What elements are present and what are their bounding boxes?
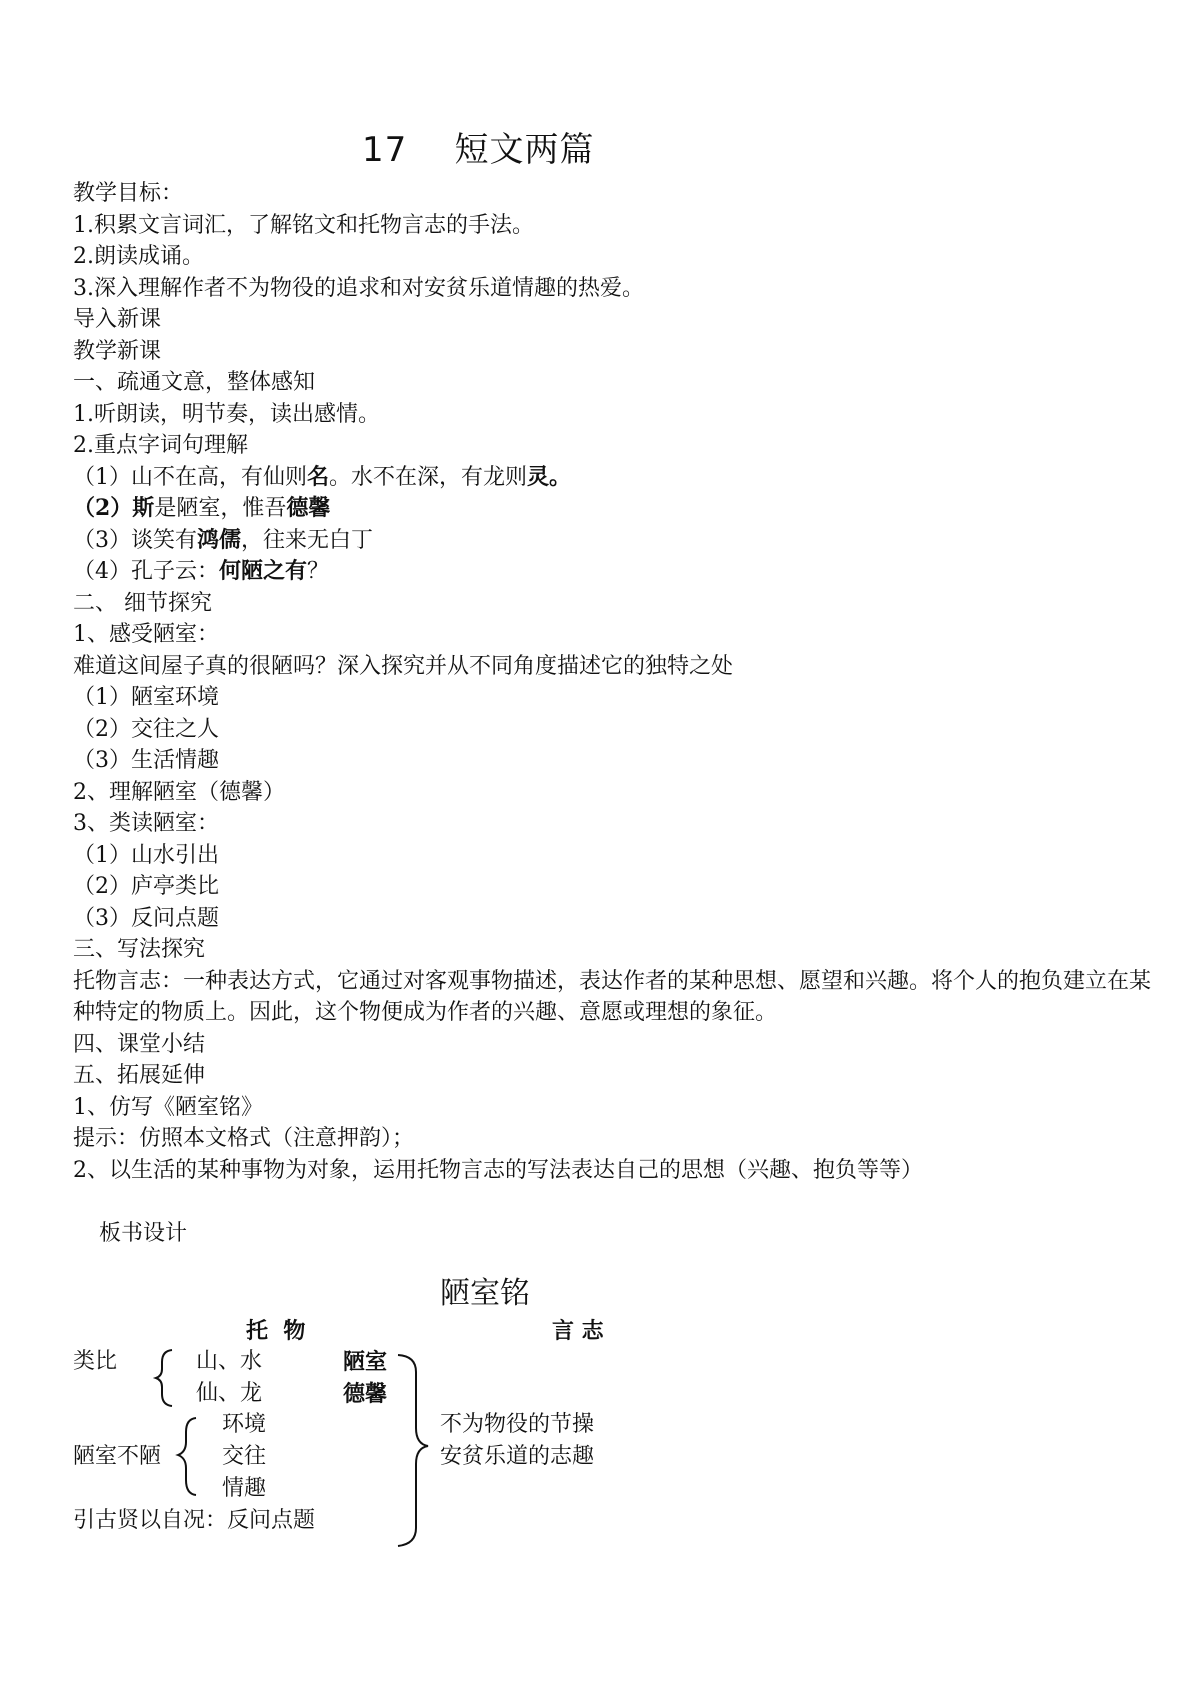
phrase-text: （4）孔子云： <box>73 559 219 584</box>
text-line: 四、课堂小结 <box>73 1031 206 1057</box>
board-xianlong: 仙、龙 <box>196 1381 263 1406</box>
page-title: 17 短文两篇 <box>362 130 595 170</box>
text-line: （2）庐亭类比 <box>73 874 219 899</box>
board-title: 陋室铭 <box>440 1276 530 1311</box>
text-line: 2、理解陋室（德馨） <box>73 779 285 805</box>
text-line: 2.重点字词句理解 <box>73 433 248 458</box>
right-brace-icon <box>398 1355 428 1546</box>
text-line: （3）生活情趣 <box>73 748 219 773</box>
text-line: （3）反问点题 <box>73 905 219 931</box>
phrase-text: ，往来无白丁 <box>241 527 374 553</box>
text-line: 1、仿写《陋室铭》 <box>73 1094 263 1120</box>
phrase-text: 是陋室，惟吾 <box>154 496 287 521</box>
text-line: 教学新课 <box>73 338 162 364</box>
board-yingu: 引古贤以自况：反问点题 <box>73 1508 316 1533</box>
text-line: 2.朗读成诵。 <box>73 244 204 269</box>
text-line: 难道这间屋子真的很陋吗？深入探究并从不同角度描述它的独特之处 <box>73 653 734 679</box>
text-line: 提示：仿照本文格式（注意押韵）； <box>73 1126 415 1151</box>
phrase-text: （1）山不在高，有仙则 <box>73 464 307 490</box>
text-line: 三、写法探究 <box>73 937 206 962</box>
phrase-text: 。水不在深，有龙则 <box>329 464 528 490</box>
board-shanshui: 山、水 <box>196 1349 263 1374</box>
text-line: 教学目标： <box>73 181 184 206</box>
text-line: 3、类读陋室： <box>73 811 219 836</box>
text-line: 1、感受陋室： <box>73 622 219 647</box>
text-line: （1）山水引出 <box>73 842 219 868</box>
phrase-keyword: 鸿儒 <box>197 526 242 553</box>
board-qingqu: 情趣 <box>222 1476 267 1501</box>
text-line: 1.积累文言词汇，了解铭文和托物言志的手法。 <box>73 212 534 238</box>
phrase-text: （3）谈笑有 <box>73 527 197 553</box>
left-brace-icon <box>156 1350 172 1406</box>
board-leibi: 类比 <box>73 1349 118 1374</box>
text-line: 导入新课 <box>73 307 162 332</box>
phrase-text: ？ <box>307 559 330 584</box>
phrase-keyword: （2）斯 <box>73 495 155 521</box>
board-loushi: 陋室 <box>343 1349 388 1375</box>
text-line: 一、疏通文意，整体感知 <box>73 370 316 395</box>
phrase-keyword: 何陋之有 <box>219 558 308 584</box>
board-dexin: 德馨 <box>343 1381 388 1407</box>
phrase-keyword: 名 <box>307 463 330 490</box>
text-line: （1）陋室环境 <box>73 685 219 710</box>
text-line: 五、拓展延伸 <box>73 1063 206 1088</box>
phrase-keyword: 灵。 <box>527 463 572 490</box>
board-label: 板书设计 <box>99 1221 188 1246</box>
text-line: 2、以生活的某种事物为对象，运用托物言志的写法表达自己的思想（兴趣、抱负等等） <box>73 1157 923 1183</box>
text-line: 1.听朗读，明节奏，读出感情。 <box>73 401 380 427</box>
left-brace-icon <box>178 1418 196 1495</box>
board-yanzhi: 言 志 <box>552 1318 604 1344</box>
text-line: 二、 细节探究 <box>73 590 212 616</box>
phrase-keyword: 德馨 <box>286 495 331 521</box>
board-tuowu: 托 物 <box>246 1318 306 1344</box>
text-line: 3.深入理解作者不为物役的追求和对安贫乐道情趣的热爱。 <box>73 275 644 301</box>
board-loushibulou: 陋室不陋 <box>73 1444 162 1469</box>
board-zhi1: 不为物役的节操 <box>440 1412 595 1437</box>
board-huanjing: 环境 <box>222 1412 267 1437</box>
board-zhi2: 安贫乐道的志趣 <box>440 1444 595 1469</box>
text-line: （2）交往之人 <box>73 716 219 742</box>
board-jiaowang: 交往 <box>222 1444 267 1469</box>
definition-paragraph: 托物言志：一种表达方式，它通过对客观事物描述，表达作者的某种思想、愿望和兴趣。将个人的抱负建立在某种特定的物质上。因此，这个物便成为作者的兴趣、意愿或理想的象征。 <box>73 968 1152 1025</box>
